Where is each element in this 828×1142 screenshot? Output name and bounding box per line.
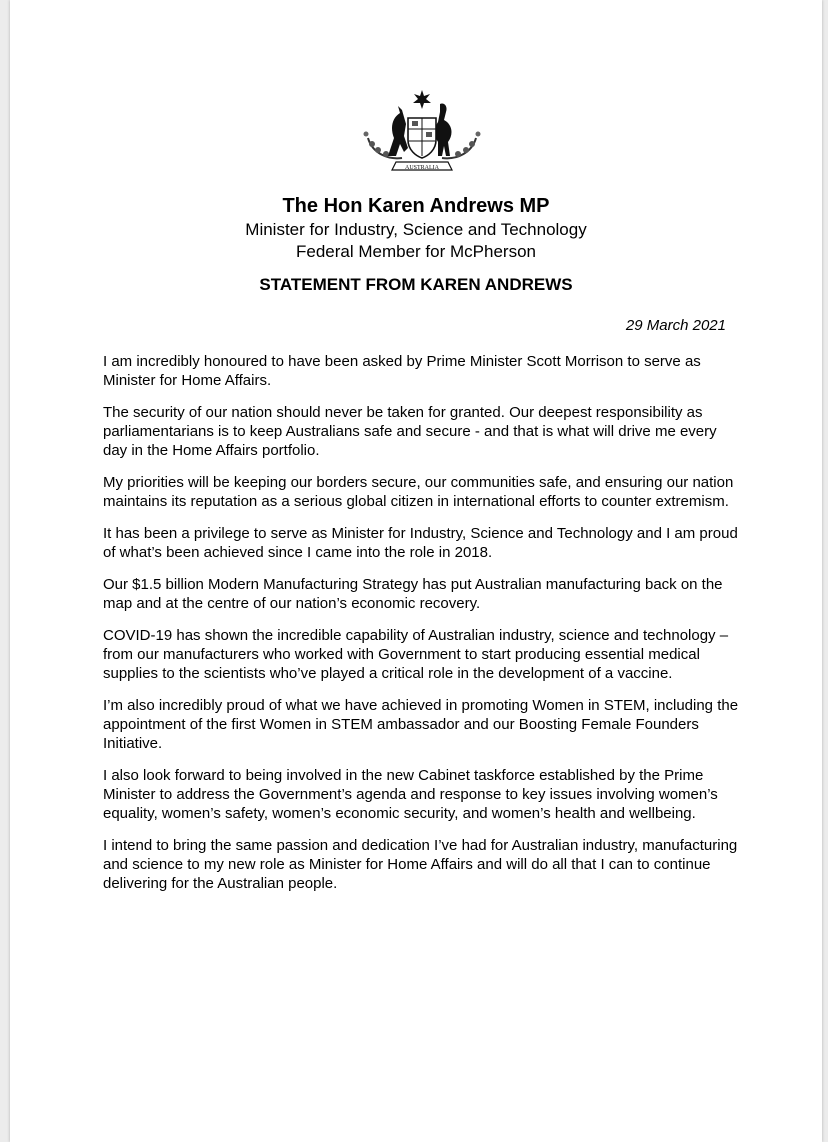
svg-text:AUSTRALIA: AUSTRALIA — [405, 165, 439, 171]
paragraph: The security of our nation should never be taken for granted. Our deepest responsibility as parliamentarians is to keep Australians safe and secure - and that is what will drive me every day in the Home Affairs portfolio. — [103, 404, 717, 459]
paragraph: I intend to bring the same passion and dedication I’ve had for Australian industry, manufacturing and science to my new role as Minister for Home Affairs and will do all that I can to continue delivering for the Australian people. — [103, 837, 738, 892]
paragraph: It has been a privilege to serve as Minister for Industry, Science and Technology and I am proud of what’s been achieved since I came into the role in 2018. — [103, 525, 738, 561]
document-page — [10, 0, 822, 1142]
paragraph: COVID-19 has shown the incredible capability of Australian industry, science and technology – from our manufacturers who worked with Government to start producing essential medical supplies to the scientists who’ve played a critical role in the development of a vaccine. — [103, 627, 729, 682]
paragraph: I’m also incredibly proud of what we have achieved in promoting Women in STEM, including the appointment of the first Women in STEM ambassador and our Boosting Female Founders Initiative. — [103, 697, 739, 752]
paragraph: My priorities will be keeping our borders secure, our communities safe, and ensuring our nation maintains its reputation as a serious global citizen in international efforts to counter extremism. — [103, 474, 734, 510]
paragraph: Our $1.5 billion Modern Manufacturing Strategy has put Australian manufacturing back on the map and at the centre of our nation’s economic recovery. — [103, 576, 723, 612]
electorate-line: Federal Member for McPherson — [296, 242, 536, 261]
statement-body — [103, 352, 743, 906]
coat-of-arms-icon — [358, 86, 486, 178]
minister-role: Minister for Industry, Science and Technology — [245, 220, 587, 239]
minister-name: The Hon Karen Andrews MP — [282, 195, 550, 217]
statement-date: 29 March 2021 — [625, 317, 726, 334]
paragraph: I am incredibly honoured to have been asked by Prime Minister Scott Morrison to serve as Minister for Home Affairs. — [103, 353, 701, 389]
statement-title: STATEMENT FROM KAREN ANDREWS — [259, 275, 573, 294]
paragraph: I also look forward to being involved in the new Cabinet taskforce established by the Prime Minister to address the Government’s agenda and response to key issues involving women’s equality, women’s safety, women’s economic security, and women’s health and wellbeing. — [103, 767, 718, 822]
